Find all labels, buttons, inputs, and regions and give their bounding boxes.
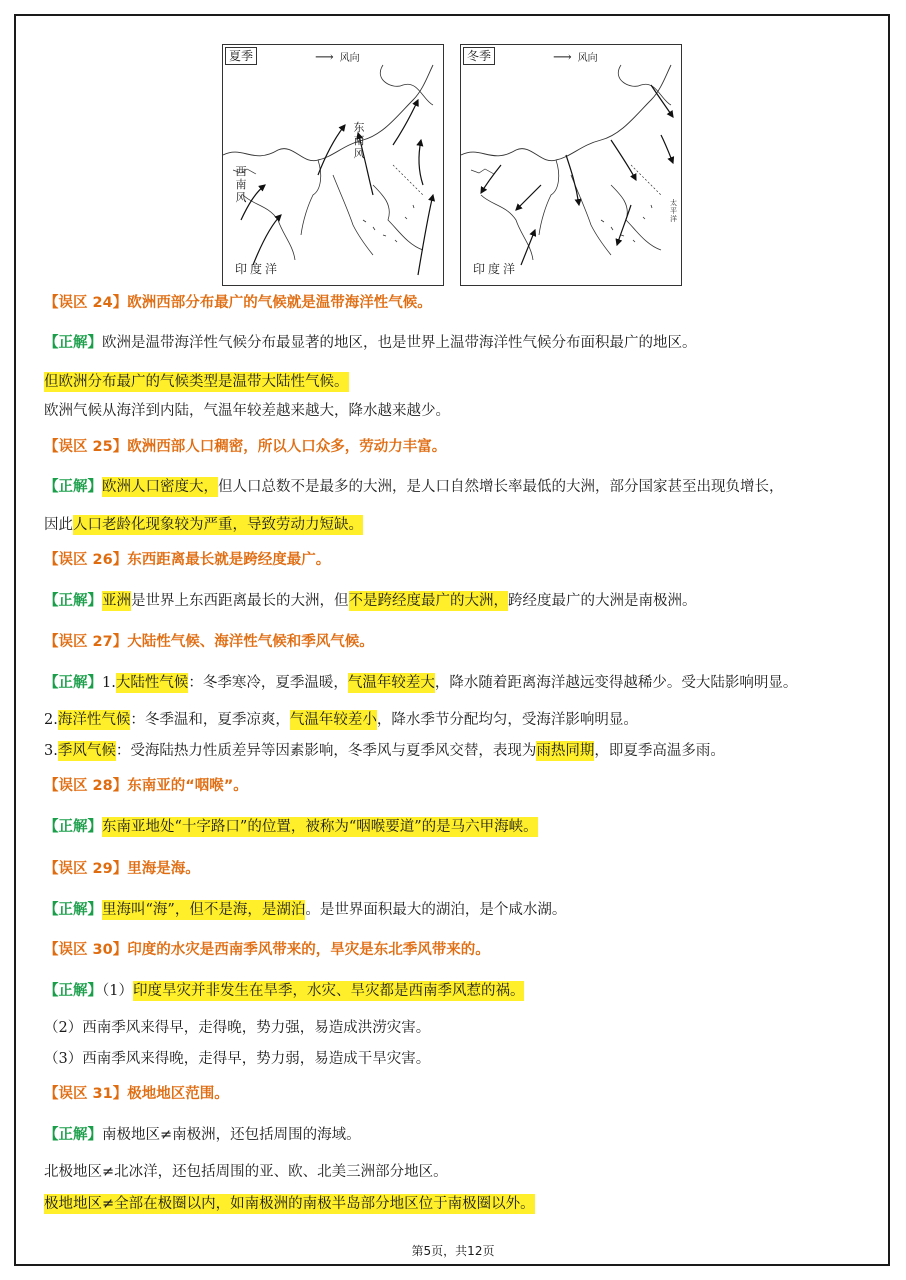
summer-legend-label: 风向: [339, 53, 360, 64]
answer-text: 。是世界面积最大的湖泊，是个咸水湖。: [305, 902, 567, 918]
heading-28: 【误区 28】东南亚的“咽喉”。: [44, 778, 248, 794]
answer-text: ，降水季节分配均匀，受海洋影响明显。: [376, 712, 638, 728]
highlight-text: 季风气候: [57, 743, 116, 759]
arrow-right-icon: ⟶: [553, 50, 572, 65]
answer-text: ，即夏季高温多雨。: [594, 743, 725, 759]
answer-text: 南极地区≠南极洲，还包括周围的海域。: [102, 1127, 361, 1143]
southwest-wind-label: 西南风: [235, 165, 247, 204]
answer-24-line1: [44, 333, 697, 353]
answer-26-line1: [44, 591, 697, 611]
winter-map: [460, 44, 682, 286]
answer-30-line1: [44, 981, 524, 1001]
winter-legend-label: 风向: [577, 53, 598, 64]
answer-text: 因此: [44, 517, 73, 533]
answer-text: ：受海陆热力性质差异等因素影响，冬季风与夏季风交替，表现为: [115, 743, 537, 759]
answer-30-line3: （3）西南季风来得晚，走得早，势力弱，易造成干旱灾害。: [44, 1051, 431, 1067]
heading-30: 【误区 30】印度的水灾是西南季风带来的，旱灾是东北季风带来的。: [44, 942, 490, 958]
summer-legend: [315, 49, 360, 65]
answer-text: 欧洲是温带海洋性气候分布最显著的地区，也是世界上温带海洋性气候分布面积最广的地区。: [102, 335, 697, 351]
answer-25-line1: [44, 477, 784, 497]
answer-27-line1: [44, 673, 797, 693]
highlight-text: 气温年较差小: [289, 712, 377, 728]
answer-tag: 【正解】: [44, 819, 102, 835]
answer-25-line2: [44, 515, 363, 535]
heading-29: 【误区 29】里海是海。: [44, 861, 200, 877]
answer-text: ：冬季寒冷，夏季温暖，: [188, 675, 348, 691]
highlight-text: 大陆性气候: [115, 675, 189, 691]
answer-27-line3: [44, 741, 725, 761]
highlight-text: 人口老龄化现象较为严重，导致劳动力短缺。: [73, 517, 363, 533]
summer-season-label: 夏季: [225, 47, 257, 65]
arrow-right-icon: ⟶: [315, 50, 334, 65]
item-number: 3.: [44, 743, 58, 759]
winter-legend: [553, 49, 598, 65]
pacific-label: 太平洋: [670, 199, 677, 223]
answer-24-line3: 欧洲气候从海洋到内陆，气温年较差越来越大，降水越来越少。: [44, 403, 450, 419]
southeast-wind-label: 东南风: [353, 121, 365, 160]
heading-26: 【误区 26】东西距离最长就是跨经度最广。: [44, 552, 331, 568]
answer-27-line2: [44, 710, 638, 730]
highlight-text: 气温年较差大: [347, 675, 435, 691]
heading-25: 【误区 25】欧洲西部人口稠密，所以人口众多，劳动力丰富。: [44, 439, 447, 455]
winter-ocean-label: 印度洋: [473, 262, 519, 276]
answer-31-line3: [44, 1194, 535, 1214]
highlight-text: 但欧洲分布最广的气候类型是温带大陆性气候。: [44, 374, 349, 390]
highlight-text: 极地地区≠全部在极圈以内，如南极洲的南极半岛部分地区位于南极圈以外。: [44, 1196, 535, 1212]
summer-ocean-label: 印度洋: [235, 262, 281, 276]
answer-31-line2: 北极地区≠北冰洋，还包括周围的亚、欧、北美三洲部分地区。: [44, 1164, 448, 1180]
heading-24: 【误区 24】欧洲西部分布最广的气候就是温带海洋性气候。: [44, 295, 432, 311]
answer-31-line1: [44, 1125, 361, 1145]
answer-tag: 【正解】: [44, 479, 102, 495]
answer-29-line1: [44, 900, 566, 920]
heading-31: 【误区 31】极地地区范围。: [44, 1086, 229, 1102]
highlight-text: 里海叫“海”，但不是海，是湖泊: [102, 902, 306, 918]
highlight-text: 海洋性气候: [57, 712, 131, 728]
highlight-text: 印度旱灾并非发生在旱季，水灾、旱灾都是西南季风惹的祸。: [132, 983, 525, 999]
answer-text: 但人口总数不是最多的大洲，是人口自然增长率最低的大洲，部分国家甚至出现负增长，: [218, 479, 784, 495]
answer-tag: 【正解】: [44, 335, 102, 351]
page-footer: 第5页，共12页: [411, 1244, 495, 1258]
answer-tag: 【正解】: [44, 593, 102, 609]
highlight-text: 不是跨经度最广的大洲，: [348, 593, 508, 609]
answer-text: 是世界上东西距离最长的大洲，但: [131, 593, 349, 609]
winter-season-label: 冬季: [463, 47, 495, 65]
answer-tag: 【正解】: [44, 675, 102, 691]
answer-text: ，降水随着距离海洋越远变得越稀少。受大陆影响明显。: [434, 675, 798, 691]
highlight-text: 欧洲人口密度大，: [102, 479, 218, 495]
answer-30-line2: （2）西南季风来得早，走得晚，势力强，易造成洪涝灾害。: [44, 1020, 431, 1036]
summer-map-drawing: [223, 45, 443, 285]
answer-text: 跨经度最广的大洲是南极洲。: [508, 593, 697, 609]
item-number: （1）: [102, 983, 133, 999]
highlight-text: 雨热同期: [536, 743, 595, 759]
answer-tag: 【正解】: [44, 1127, 102, 1143]
monsoon-maps: [222, 44, 682, 286]
answer-24-line2: [44, 372, 349, 392]
summer-map: [222, 44, 444, 286]
heading-27: 【误区 27】大陆性气候、海洋性气候和季风气候。: [44, 634, 374, 650]
highlight-text: 亚洲: [102, 593, 131, 609]
answer-28-line1: [44, 817, 538, 837]
item-number: 1.: [102, 675, 116, 691]
answer-tag: 【正解】: [44, 983, 102, 999]
item-number: 2.: [44, 712, 58, 728]
winter-map-drawing: [461, 45, 681, 285]
answer-tag: 【正解】: [44, 902, 102, 918]
highlight-text: 东南亚地处“十字路口”的位置，被称为“咽喉要道”的是马六甲海峡。: [102, 819, 538, 835]
answer-text: ：冬季温和，夏季凉爽，: [130, 712, 290, 728]
